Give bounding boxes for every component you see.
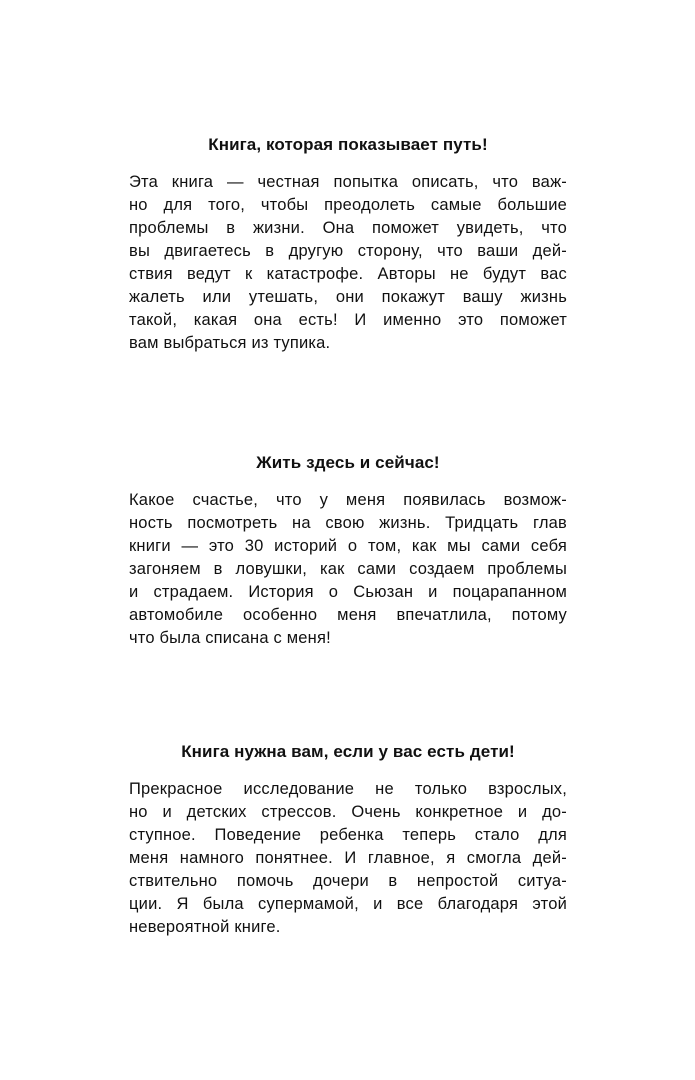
text-line: ствительно помочь дочери в непростой ситуа- xyxy=(129,872,567,890)
text-line: Прекрасное исследование не только взрослых, xyxy=(129,780,567,798)
review-heading: Жить здесь и сейчас! xyxy=(256,453,440,472)
review-text xyxy=(129,489,567,650)
text-line: такой, какая она есть! И именно это поможет xyxy=(129,311,567,329)
text-line: ность посмотреть на свою жизнь. Тридцать глав xyxy=(129,514,567,532)
review-text xyxy=(129,171,567,355)
text-line: Какое счастье, что у меня появилась возмож- xyxy=(129,491,567,509)
review-section-here-and-now xyxy=(129,452,567,650)
text-line: проблемы в жизни. Она поможет увидеть, что xyxy=(129,219,567,237)
text-line: но и детских стрессов. Очень конкретное и до- xyxy=(129,803,567,821)
text-line: вам выбраться из тупика. xyxy=(129,334,331,352)
text-line: вы двигаетесь в другую сторону, что ваши дей- xyxy=(129,242,567,260)
review-heading: Книга, которая показывает путь! xyxy=(208,135,488,154)
text-line: невероятной книге. xyxy=(129,918,281,936)
review-text xyxy=(129,778,567,939)
text-line: ступное. Поведение ребенка теперь стало для xyxy=(129,826,567,844)
text-line: меня намного понятнее. И главное, я смогла дей- xyxy=(129,849,567,867)
text-line: книги — это 30 историй о том, как мы сами себя xyxy=(129,537,567,555)
text-line: но для того, чтобы преодолеть самые большие xyxy=(129,196,567,214)
text-line: загоняем в ловушки, как сами создаем проблемы xyxy=(129,560,567,578)
text-line: Эта книга — честная попытка описать, что важ- xyxy=(129,173,567,191)
review-section-path xyxy=(129,134,567,355)
review-section-children xyxy=(129,741,567,939)
text-line: автомобиле особенно меня впечатлила, потому xyxy=(129,606,567,624)
review-heading: Книга нужна вам, если у вас есть дети! xyxy=(181,742,515,761)
text-line: жалеть или утешать, они покажут вашу жизнь xyxy=(129,288,567,306)
text-line: ции. Я была супермамой, и все благодаря этой xyxy=(129,895,567,913)
text-line: ствия ведут к катастрофе. Авторы не будут вас xyxy=(129,265,567,283)
text-line: и страдаем. История о Сьюзан и поцарапанном xyxy=(129,583,567,601)
text-line: что была списана с меня! xyxy=(129,629,331,647)
